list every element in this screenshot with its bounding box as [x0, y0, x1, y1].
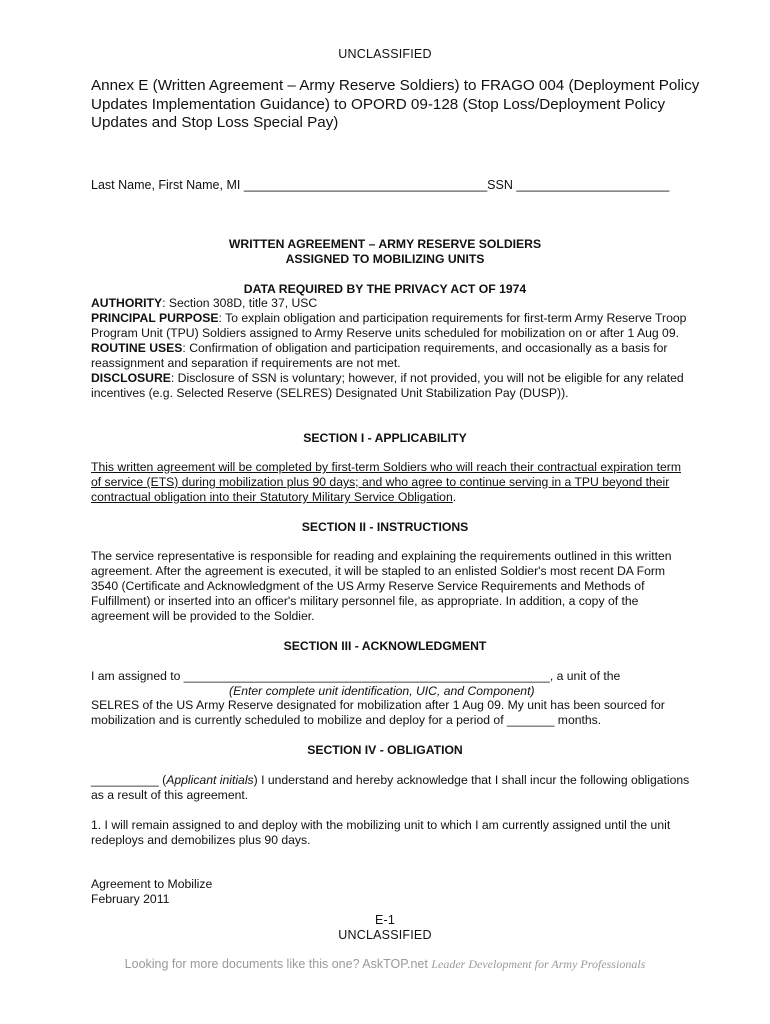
page-number: E-1: [374, 913, 396, 927]
agreement-heading-2: ASSIGNED TO MOBILIZING UNITS: [285, 252, 485, 266]
privacy-heading: DATA REQUIRED BY THE PRIVACY ACT OF 1974: [243, 282, 527, 296]
doc-date: February 2011: [91, 892, 170, 906]
name-blank: ___________________________________: [243, 178, 488, 192]
purpose-text: : To explain obligation and participation requirements for first-term Army Reserve Troop Program Unit (TPU) Soldiers assigned to Army Reserve units scheduled for mobilization on or after 1 Aug 09.: [91, 311, 687, 340]
disclosure-text: : Disclosure of SSN is voluntary; however, if not provided, you will not be eligible for any related incentives (e.g. Selected Reserve (SELRES) Designated Unit Stabilization Pay (DUSP)).: [91, 371, 684, 400]
unit-hint-text: Enter complete unit identification, UIC, and Component): [233, 684, 535, 698]
section-2-text: The service representative is responsible for reading and explaining the requirements outlined in this written agreement. After the agreement is executed, it will be stapled to an enlisted Soldier's most recent DA Form 3540 (Certificate and Acknowledgment of the US Army Reserve Service Requirements and Methods of Fulfillment) or inserted into an officer's military personnel file, as appropriate. In addition, a copy of the agreement will be provided to the Soldier.: [91, 549, 672, 623]
disclosure-line: [91, 371, 691, 401]
section-3-line-1: I am assigned to ______________________________________________________, a unit of the: [91, 669, 621, 683]
section-1-text: [91, 460, 691, 505]
purpose-line: [91, 311, 691, 341]
classification-bottom: UNCLASSIFIED: [338, 928, 432, 942]
initials-line: [91, 773, 691, 803]
watermark-footer: [0, 957, 770, 972]
obligation-item-1: 1. I will remain assigned to and deploy with the mobilizing unit to which I am currently assigned until the unit redeploys and demobilizes plus 90 days.: [91, 818, 671, 847]
agreement-heading-1: WRITTEN AGREEMENT – ARMY RESERVE SOLDIERS: [228, 237, 542, 251]
section-3-line-3: SELRES of the US Army Reserve designated for mobilization after 1 Aug 09. My unit has been sourced for mobilization and is currently scheduled to mobilize and deploy for a period of _______ months.: [91, 698, 665, 727]
section-1-end: .: [452, 490, 457, 504]
ssn-label: SSN: [487, 178, 513, 192]
purpose-label: PRINCIPAL PURPOSE: [91, 311, 219, 325]
section-3-hint: (Enter complete unit identification, UIC, and Component): [229, 684, 535, 698]
watermark-tagline: Leader Development for Army Professionals: [431, 957, 646, 971]
name-ssn-line: [91, 178, 669, 192]
privacy-block: [91, 296, 691, 401]
section-3-heading: SECTION III - ACKNOWLEDGMENT: [283, 639, 487, 653]
section-1-underlined: This written agreement will be completed by first-term Soldiers who will reach their contractual expiration term of service (ETS) during mobilization plus 90 days; and who agree to continue serving in a TPU beyond their contractual obligation into their Statutory Military Service Obligation: [91, 460, 681, 504]
section-2-heading: SECTION II - INSTRUCTIONS: [301, 520, 469, 534]
initials-text: ) I understand and hereby acknowledge that I shall incur the following obligations as a result of this agreement.: [91, 773, 690, 802]
ssn-blank: ______________________: [516, 178, 670, 192]
routine-line: [91, 341, 691, 371]
classification-top: UNCLASSIFIED: [338, 47, 432, 61]
routine-text: : Confirmation of obligation and participation requirements, and occasionally as a basis for reassignment and separation if requirements are not met.: [91, 341, 668, 370]
section-4-heading: SECTION IV - OBLIGATION: [307, 743, 463, 757]
disclosure-label: DISCLOSURE: [91, 371, 171, 385]
name-label: Last Name, First Name, MI: [91, 178, 241, 192]
authority-text: : Section 308D, title 37, USC: [162, 296, 318, 310]
document-title: Annex E (Written Agreement – Army Reserve Soldiers) to FRAGO 004 (Deployment Policy Updates Implementation Guidance) to OPORD 09-128 (Stop Loss/Deployment Policy Updates and Stop Loss Special Pay): [91, 77, 700, 131]
section-1-heading: SECTION I - APPLICABILITY: [303, 431, 467, 445]
authority-line: [91, 296, 691, 311]
routine-label: ROUTINE USES: [91, 341, 183, 355]
initials-blank: __________ (: [91, 773, 167, 787]
watermark-link[interactable]: Looking for more documents like this one? AskTOP.net: [124, 957, 428, 971]
authority-label: AUTHORITY: [91, 296, 163, 310]
initials-label: Applicant initials: [166, 773, 254, 787]
doc-name: Agreement to Mobilize: [91, 877, 213, 891]
